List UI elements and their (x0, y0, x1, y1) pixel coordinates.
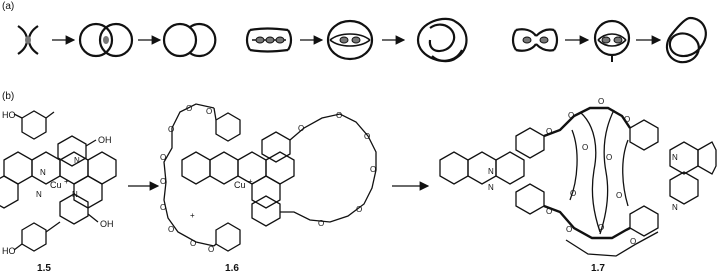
atom-ho-bottom: HO (2, 246, 16, 256)
svg-text:O: O (186, 104, 193, 113)
atom-n-1-7-a: N (488, 167, 494, 176)
atom-oh-lower: OH (100, 219, 114, 229)
atom-n-1-7-b: N (488, 183, 494, 192)
atom-n-2: N (40, 168, 46, 177)
svg-text:O: O (206, 107, 213, 116)
crown-oxygens-1-6 (160, 104, 376, 254)
panel-label-a: (a) (2, 1, 15, 12)
structure-1-7 (440, 108, 716, 256)
charge-1-5: + (64, 177, 69, 186)
charge-1-6: + (248, 177, 253, 186)
atom-cu-1-5: Cu (50, 180, 62, 190)
atom-cu-1-6: Cu (234, 180, 246, 190)
svg-text:O: O (616, 191, 623, 200)
compound-label-1-7: 1.7 (591, 263, 605, 274)
solomon-link-inner (430, 25, 454, 51)
hopf-ring-right (190, 24, 215, 56)
charge-1-6-b: + (190, 211, 195, 220)
atom-n-1: N (74, 156, 80, 165)
svg-text:O: O (168, 125, 175, 134)
svg-text:O: O (318, 219, 325, 228)
metal-template-dot (25, 36, 31, 44)
compound-label-1-5: 1.5 (37, 263, 51, 274)
svg-text:O: O (364, 132, 371, 141)
svg-text:O: O (566, 225, 573, 234)
topology-sequence-double-helix (247, 19, 467, 61)
atom-n-3: N (36, 190, 42, 199)
svg-text:O: O (208, 245, 215, 254)
svg-text:O: O (570, 189, 577, 198)
svg-text:O: O (298, 124, 305, 133)
atom-n-1-7-d: N (672, 203, 678, 212)
topology-sequence-trefoil (513, 18, 706, 62)
compound-label-1-6: 1.6 (225, 263, 239, 274)
svg-text:O: O (546, 127, 553, 136)
svg-text:O: O (606, 153, 613, 162)
atom-n-4: N (72, 190, 78, 199)
svg-text:O: O (356, 205, 363, 214)
svg-text:O: O (336, 111, 343, 120)
svg-text:O: O (598, 97, 605, 106)
trefoil-knot (667, 18, 706, 62)
svg-text:O: O (598, 223, 605, 232)
svg-text:O: O (160, 177, 167, 186)
svg-text:O: O (168, 225, 175, 234)
atom-ho-top: HO (2, 110, 16, 120)
svg-text:O: O (582, 143, 589, 152)
atom-n-1-7-c: N (672, 153, 678, 162)
svg-text:O: O (630, 237, 637, 246)
svg-text:O: O (568, 111, 575, 120)
svg-text:O: O (624, 115, 631, 124)
panel-label-b: (b) (2, 91, 15, 102)
topology-sequence-catenane (18, 24, 215, 56)
helix-ring (328, 21, 372, 59)
svg-text:O: O (546, 207, 553, 216)
structure-1-6 (164, 104, 376, 251)
svg-text:O: O (160, 203, 167, 212)
svg-text:O: O (370, 165, 377, 174)
svg-text:O: O (160, 153, 167, 162)
atom-oh-right: OH (98, 135, 112, 145)
hopf-ring-left (164, 24, 196, 56)
svg-text:O: O (190, 239, 197, 248)
